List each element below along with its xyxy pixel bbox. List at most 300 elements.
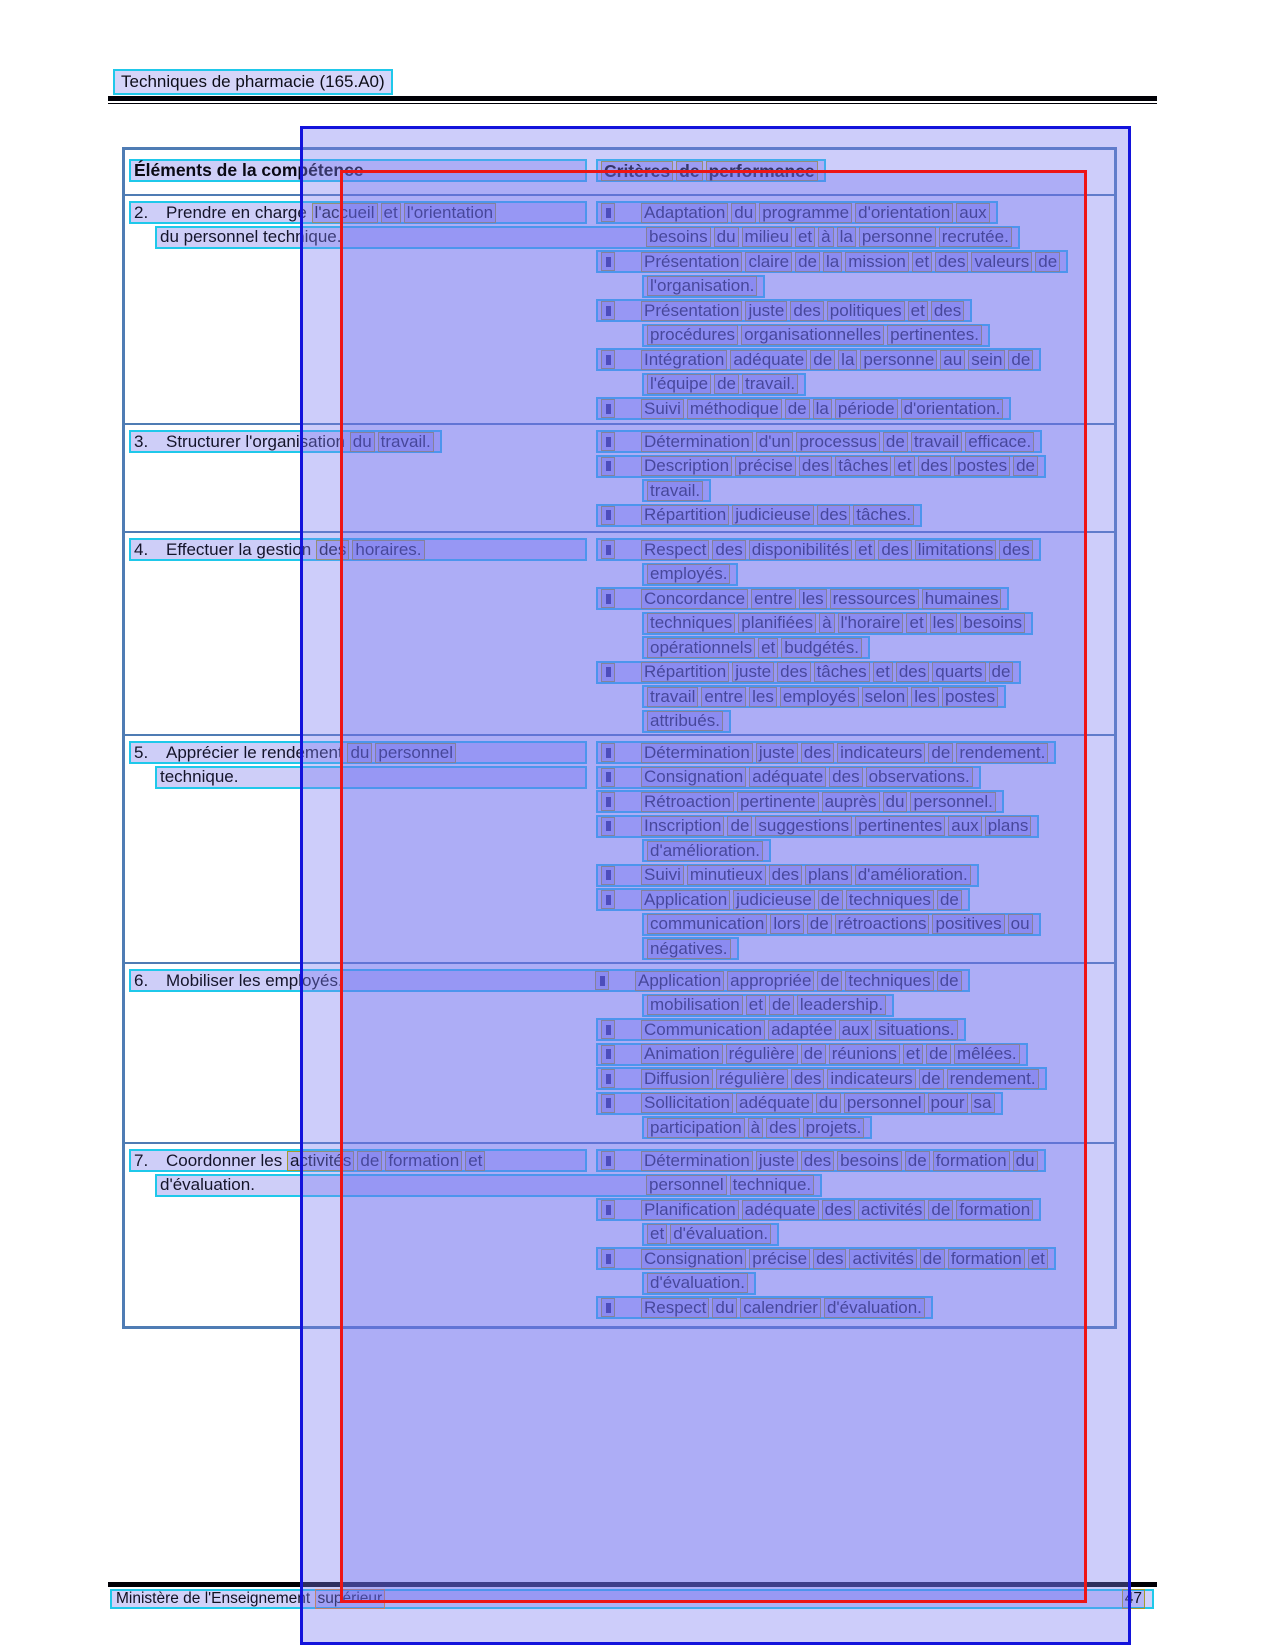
- bullet-icon: [601, 866, 615, 885]
- word-highlight: Planification: [641, 1200, 739, 1220]
- word-highlight: pertinentes: [855, 816, 945, 836]
- footer-ministry: [116, 1589, 388, 1609]
- bullet-glyph: [606, 1254, 611, 1264]
- left-cell-text: Apprécier le rendement: [166, 742, 348, 762]
- text-line: [125, 1066, 1114, 1091]
- word-highlight: formation: [948, 1249, 1025, 1269]
- footer-rule: [108, 1582, 1157, 1587]
- bullet-icon: [601, 252, 615, 271]
- right-cell: [588, 249, 1114, 274]
- left-cell: [125, 838, 588, 863]
- line-highlight: [129, 430, 442, 453]
- header-rule: [108, 96, 1157, 101]
- word-highlight: Détermination: [641, 432, 753, 452]
- word-highlight: de: [795, 252, 820, 272]
- word-highlight: recrutée.: [939, 227, 1012, 247]
- word-highlight: besoins: [960, 613, 1025, 633]
- word-highlight: formation: [956, 1200, 1033, 1220]
- right-cell: [588, 586, 1114, 611]
- word-highlight: personnel: [375, 743, 456, 763]
- word-highlight: rendement.: [947, 1069, 1039, 1089]
- bullet-icon: [601, 540, 615, 559]
- table-row: [125, 533, 1114, 736]
- left-cell: [125, 298, 588, 323]
- word-highlight: de: [807, 914, 832, 934]
- left-cell: [125, 1222, 588, 1247]
- right-cell: [588, 1115, 1114, 1140]
- word-highlight: sa: [971, 1093, 995, 1113]
- left-cell-segment: [160, 1175, 646, 1195]
- word-highlight: la: [823, 252, 842, 272]
- word-highlight: du: [731, 203, 756, 223]
- bullet-icon: [601, 817, 615, 836]
- word-highlight: et: [873, 662, 893, 682]
- bullet-glyph: [606, 545, 611, 555]
- line-highlight: [596, 1067, 1047, 1090]
- word-highlight: personne: [860, 350, 937, 370]
- bullet-icon: [601, 1200, 615, 1219]
- word-highlight: les: [799, 589, 827, 609]
- bullet-glyph: [606, 1025, 611, 1035]
- word-highlight: supérieur: [315, 1589, 386, 1609]
- left-cell: [125, 765, 588, 790]
- word-highlight: et: [795, 227, 815, 247]
- left-cell-segment: [160, 227, 646, 247]
- line-highlight: [129, 159, 587, 182]
- text-line: [125, 1295, 1114, 1320]
- word-highlight: d'amélioration.: [647, 841, 763, 861]
- word-highlight: de: [1008, 350, 1033, 370]
- text-line: [125, 709, 1114, 734]
- word-highlight: période: [835, 399, 898, 419]
- bullet-icon: [601, 768, 615, 787]
- right-cell: [588, 912, 1114, 937]
- text-line: [125, 660, 1114, 685]
- table-row: [125, 425, 1114, 533]
- right-cell: [588, 429, 1114, 454]
- word-highlight: de: [919, 1069, 944, 1089]
- word-highlight: de: [810, 350, 835, 370]
- word-highlight: des: [817, 505, 850, 525]
- word-highlight: des: [935, 252, 968, 272]
- word-highlight: aux: [948, 816, 981, 836]
- word-highlight: de: [883, 432, 908, 452]
- line-highlight: [642, 937, 739, 960]
- line-highlight: [596, 504, 922, 527]
- word-highlight: auprès: [822, 792, 880, 812]
- bullet-glyph: [606, 208, 611, 218]
- right-cell: [588, 503, 1114, 528]
- text-line: [125, 936, 1114, 961]
- bullet-glyph: [606, 821, 611, 831]
- right-cell: [588, 1017, 1114, 1042]
- word-highlight: indicateurs: [837, 743, 925, 763]
- word-highlight: milieu: [742, 227, 792, 247]
- line-highlight: [596, 1092, 1003, 1115]
- item-number: 4.: [134, 539, 149, 559]
- word-highlight: activités: [858, 1200, 925, 1220]
- word-highlight: Suivi: [641, 865, 684, 885]
- word-highlight: et: [894, 456, 914, 476]
- word-highlight: plans: [805, 865, 852, 885]
- left-cell: [125, 323, 588, 348]
- left-cell: [125, 274, 588, 299]
- line-highlight: [596, 815, 1039, 838]
- word-highlight: d'évaluation.: [824, 1298, 925, 1318]
- text-line: [125, 1222, 1114, 1247]
- table-row: [125, 736, 1114, 964]
- word-highlight: précise: [735, 456, 796, 476]
- word-highlight: de: [676, 161, 702, 181]
- right-cell: [588, 323, 1114, 348]
- line-highlight: [596, 1296, 933, 1319]
- line-highlight: [596, 1149, 1046, 1172]
- line-highlight: [129, 741, 587, 764]
- left-cell: [125, 740, 588, 765]
- word-highlight: limitations: [915, 540, 997, 560]
- bullet-glyph: [606, 870, 611, 880]
- word-highlight: planifiées: [738, 613, 816, 633]
- word-highlight: et: [908, 301, 928, 321]
- left-cell: [125, 1148, 588, 1173]
- right-cell: [588, 635, 1114, 660]
- bullet-icon: [601, 890, 615, 909]
- text-line: [125, 1042, 1114, 1067]
- right-cell: [588, 993, 1114, 1018]
- word-highlight: organisationnelles: [741, 325, 884, 345]
- word-highlight: calendrier: [740, 1298, 821, 1318]
- line-highlight: [596, 299, 972, 322]
- word-highlight: de: [357, 1151, 382, 1171]
- word-highlight: Application: [641, 890, 730, 910]
- word-highlight: des: [878, 540, 911, 560]
- text-line: [125, 1017, 1114, 1042]
- left-cell: [125, 1017, 588, 1042]
- line-highlight: [155, 226, 1020, 249]
- bullet-glyph: [606, 748, 611, 758]
- word-highlight: ou: [1008, 914, 1033, 934]
- word-highlight: techniques: [845, 971, 933, 991]
- word-highlight: l'organisation.: [647, 276, 757, 296]
- bullet-icon: [601, 457, 615, 476]
- bullet-glyph: [606, 797, 611, 807]
- page-number: 47: [1122, 1589, 1145, 1609]
- word-highlight: adéquate: [730, 350, 807, 370]
- word-highlight: Respect: [641, 540, 709, 560]
- word-highlight: des: [791, 1069, 824, 1089]
- word-highlight: budgétés.: [781, 638, 862, 658]
- word-highlight: les: [930, 613, 958, 633]
- left-cell: [125, 1295, 588, 1320]
- word-highlight: Rétroaction: [641, 792, 734, 812]
- right-cell: [588, 684, 1114, 709]
- word-highlight: des: [790, 301, 823, 321]
- word-highlight: adéquate: [736, 1093, 813, 1113]
- left-cell: [125, 993, 588, 1018]
- bullet-glyph: [606, 404, 611, 414]
- left-cell: [125, 586, 588, 611]
- word-highlight: la: [838, 350, 857, 370]
- text-line: [125, 249, 1114, 274]
- word-highlight: du: [1013, 1151, 1038, 1171]
- word-highlight: personne: [859, 227, 936, 247]
- right-cell: [588, 372, 1114, 397]
- word-highlight: d'un: [756, 432, 794, 452]
- word-highlight: adéquate: [749, 767, 826, 787]
- text-line: [125, 765, 1114, 790]
- left-cell: [125, 863, 588, 888]
- text-line: [125, 323, 1114, 348]
- bullet-icon: [601, 1151, 615, 1170]
- left-cell: [125, 347, 588, 372]
- text-line: [125, 225, 1114, 250]
- word-highlight: de: [801, 1044, 826, 1064]
- text-line: [125, 635, 1114, 660]
- left-cell-text: d'évaluation.: [160, 1175, 255, 1194]
- bullet-glyph: [606, 895, 611, 905]
- word-highlight: Adaptation: [641, 203, 728, 223]
- bullet-icon: [601, 1069, 615, 1088]
- right-cell: [588, 789, 1114, 814]
- right-cell: [588, 562, 1114, 587]
- col1-header-cell: [125, 158, 588, 183]
- word-highlight: régulière: [726, 1044, 798, 1064]
- line-highlight: [596, 348, 1041, 371]
- left-cell-text: technique.: [160, 767, 239, 786]
- word-highlight: adaptée: [768, 1020, 835, 1040]
- left-cell: [125, 503, 588, 528]
- word-highlight: les: [749, 687, 777, 707]
- word-highlight: à: [819, 613, 834, 633]
- word-highlight: et: [746, 995, 766, 1015]
- word-highlight: procédures: [647, 325, 738, 345]
- word-highlight: adéquate: [742, 1200, 819, 1220]
- word-highlight: indicateurs: [827, 1069, 915, 1089]
- word-highlight: des: [801, 743, 834, 763]
- right-cell: [588, 765, 1114, 790]
- word-highlight: et: [903, 1044, 923, 1064]
- word-highlight: précise: [749, 1249, 810, 1269]
- word-highlight: quarts: [932, 662, 985, 682]
- word-highlight: appropriée: [727, 971, 814, 991]
- word-highlight: de: [1013, 456, 1038, 476]
- word-highlight: l'accueil: [312, 203, 378, 223]
- word-highlight: Suivi: [641, 399, 684, 419]
- word-highlight: régulière: [716, 1069, 788, 1089]
- word-highlight: d'amélioration.: [855, 865, 971, 885]
- left-cell-segment: [134, 971, 595, 991]
- left-cell: [125, 200, 588, 225]
- col2-header-cell: [588, 158, 1114, 183]
- text-line: [125, 1271, 1114, 1296]
- line-highlight: [596, 159, 826, 182]
- word-highlight: employés.: [647, 564, 730, 584]
- text-line: [125, 1246, 1114, 1271]
- line-highlight: [155, 1174, 822, 1197]
- word-highlight: lors: [770, 914, 803, 934]
- word-highlight: et: [381, 203, 401, 223]
- left-cell: [125, 635, 588, 660]
- text-line: [125, 347, 1114, 372]
- word-highlight: activités: [287, 1151, 354, 1171]
- left-cell: [125, 396, 588, 421]
- word-highlight: entre: [701, 687, 746, 707]
- text-line: [125, 562, 1114, 587]
- left-cell: [125, 537, 588, 562]
- text-line: [125, 968, 1114, 993]
- word-highlight: positives: [932, 914, 1004, 934]
- line-highlight: [642, 710, 731, 733]
- word-highlight: des: [777, 662, 810, 682]
- text-line: [125, 1173, 1114, 1198]
- bullet-icon: [601, 589, 615, 608]
- line-highlight: [642, 324, 990, 347]
- word-highlight: personnel.: [910, 792, 995, 812]
- right-cell: [588, 660, 1114, 685]
- word-highlight: tâches.: [853, 505, 914, 525]
- word-highlight: des: [918, 456, 951, 476]
- bullet-glyph: [606, 437, 611, 447]
- line-highlight: [642, 373, 806, 396]
- table-row: [125, 964, 1114, 1144]
- word-highlight: réunions: [829, 1044, 900, 1064]
- left-cell: [125, 887, 588, 912]
- right-cell: [588, 200, 1114, 225]
- word-highlight: de: [926, 1044, 951, 1064]
- word-highlight: d'orientation.: [901, 399, 1004, 419]
- word-highlight: méthodique: [687, 399, 782, 419]
- word-highlight: technique.: [730, 1175, 814, 1195]
- bullet-icon: [601, 432, 615, 451]
- word-highlight: du: [714, 227, 739, 247]
- right-cell: [588, 814, 1114, 839]
- left-cell: [125, 1246, 588, 1271]
- word-highlight: de: [905, 1151, 930, 1171]
- bullet-glyph: [606, 1049, 611, 1059]
- bullet-glyph: [606, 1303, 611, 1313]
- word-highlight: formation: [385, 1151, 462, 1171]
- text-line: [125, 611, 1114, 636]
- word-highlight: au: [940, 350, 965, 370]
- line-highlight: [596, 790, 1004, 813]
- word-highlight: d'orientation: [855, 203, 953, 223]
- text-line: [125, 912, 1114, 937]
- line-highlight: [642, 1223, 779, 1246]
- word-highlight: du: [347, 743, 372, 763]
- left-cell-text: du personnel technique.: [160, 227, 342, 246]
- right-cell: [588, 611, 1114, 636]
- text-line: [125, 1197, 1114, 1222]
- table-header-row: [125, 150, 1114, 196]
- text-line: [125, 1091, 1114, 1116]
- header-rule-thin: [108, 103, 1157, 104]
- word-highlight: et: [1028, 1249, 1048, 1269]
- word-highlight: travail: [647, 687, 698, 707]
- right-cell: [588, 1295, 1114, 1320]
- word-highlight: à: [818, 227, 833, 247]
- line-highlight: [642, 636, 870, 659]
- line-highlight: [596, 538, 1041, 561]
- word-highlight: de: [928, 1200, 953, 1220]
- word-highlight: de: [920, 1249, 945, 1269]
- item-number: 5.: [134, 742, 149, 762]
- right-cell: [588, 1197, 1114, 1222]
- word-highlight: des: [769, 865, 802, 885]
- word-highlight: Répartition: [641, 505, 729, 525]
- word-highlight: de: [785, 399, 810, 419]
- word-highlight: Diffusion: [641, 1069, 713, 1089]
- text-line: [125, 478, 1114, 503]
- word-highlight: valeurs: [971, 252, 1032, 272]
- text-line: [125, 454, 1114, 479]
- footer-highlight: [110, 1589, 1154, 1609]
- line-highlight: [596, 1247, 1056, 1270]
- text-line: [125, 740, 1114, 765]
- left-cell-text: Coordonner les: [166, 1150, 287, 1170]
- word-highlight: communication: [647, 914, 767, 934]
- word-highlight: des: [799, 456, 832, 476]
- right-cell: [588, 298, 1114, 323]
- left-cell: [125, 684, 588, 709]
- bullet-icon: [601, 1045, 615, 1064]
- word-highlight: tâches: [835, 456, 891, 476]
- right-cell: [588, 887, 1114, 912]
- word-highlight: négatives.: [647, 939, 731, 959]
- running-header-highlight: [113, 69, 393, 95]
- bullet-icon: [595, 971, 609, 990]
- bullet-glyph: [606, 1156, 611, 1166]
- left-cell: [125, 1115, 588, 1140]
- line-highlight: [642, 1272, 756, 1295]
- word-highlight: des: [801, 1151, 834, 1171]
- word-highlight: rétroactions: [835, 914, 930, 934]
- word-highlight: l'équipe: [647, 374, 711, 394]
- text-line: [125, 372, 1114, 397]
- word-highlight: plans: [985, 816, 1032, 836]
- word-highlight: Critères: [601, 161, 673, 181]
- word-highlight: des: [316, 540, 349, 560]
- word-highlight: du: [350, 432, 375, 452]
- word-highlight: participation: [647, 1118, 745, 1138]
- line-highlight: [596, 888, 970, 911]
- word-highlight: situations.: [875, 1020, 958, 1040]
- word-highlight: l'horaire: [838, 613, 904, 633]
- word-highlight: performance: [706, 161, 818, 181]
- table-row: [125, 196, 1114, 425]
- line-highlight: [596, 661, 1021, 684]
- item-number: 2.: [134, 202, 149, 222]
- right-cell: [588, 863, 1114, 888]
- right-cell: [588, 396, 1114, 421]
- word-highlight: leadership.: [797, 995, 886, 1015]
- bullet-glyph: [606, 1098, 611, 1108]
- word-highlight: d'évaluation.: [647, 1273, 748, 1293]
- line-highlight: [642, 913, 1041, 936]
- word-highlight: des: [931, 301, 964, 321]
- text-line: [125, 298, 1114, 323]
- line-highlight: [642, 839, 771, 862]
- competency-table: [122, 147, 1117, 1329]
- word-highlight: de: [817, 971, 842, 991]
- word-highlight: de: [727, 816, 752, 836]
- word-highlight: judicieuse: [733, 890, 815, 910]
- word-highlight: pertinentes.: [887, 325, 982, 345]
- word-highlight: de: [714, 374, 739, 394]
- left-cell: [125, 429, 588, 454]
- word-highlight: Répartition: [641, 662, 729, 682]
- word-highlight: minutieux: [687, 865, 766, 885]
- word-highlight: Détermination: [641, 743, 753, 763]
